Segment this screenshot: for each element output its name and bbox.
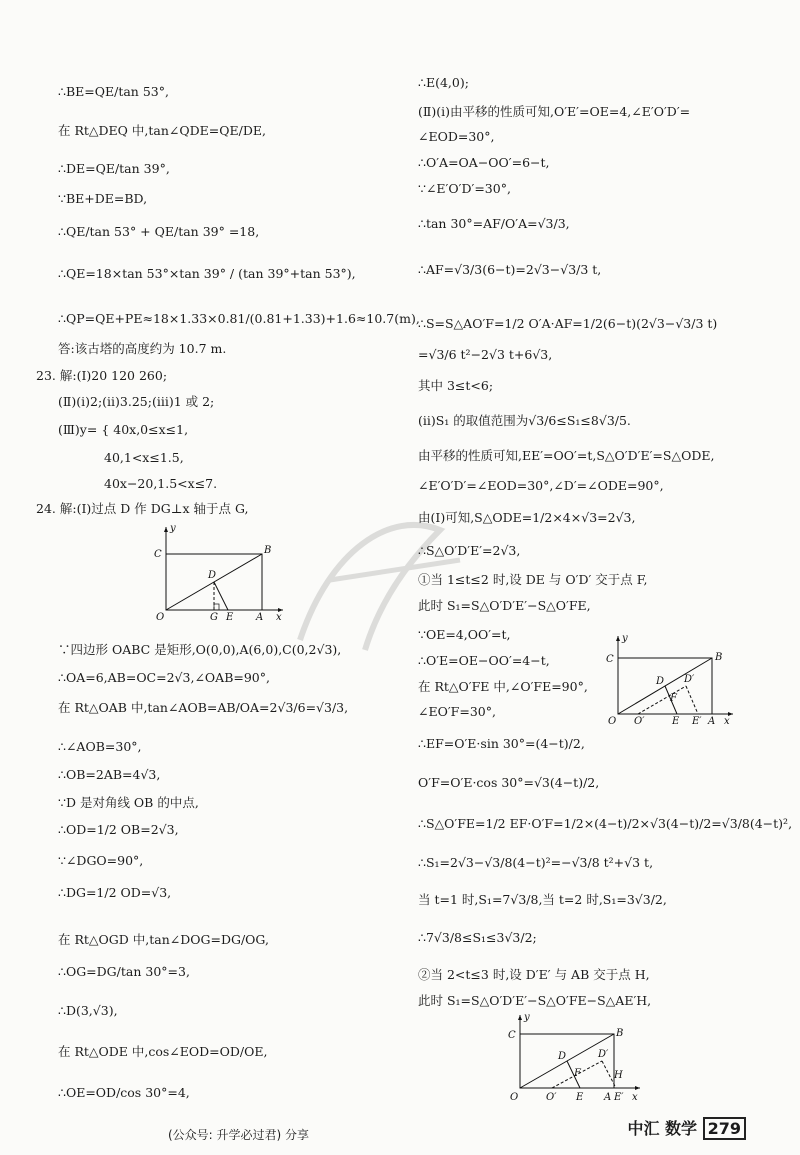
fig3-label-f: F xyxy=(574,1068,581,1079)
left-line: ∵四边形 OABC 是矩形,O(0,0),A(6,0),C(0,2√3), xyxy=(58,642,342,657)
left-line: ∴QE=18×tan 53°×tan 39° / (tan 39°+tan 53°), xyxy=(58,266,356,281)
figure-translation-case1 xyxy=(598,632,738,727)
right-line: ∵∠E′O′D′=30°, xyxy=(418,181,511,196)
fig3-label-a: A xyxy=(604,1092,612,1103)
fig3-label-c: C xyxy=(508,1030,516,1041)
left-line: 在 Rt△ODE 中,cos∠EOD=OD/OE, xyxy=(58,1044,268,1059)
left-line: 24. 解:(Ⅰ)过点 D 作 DG⊥x 轴于点 G, xyxy=(36,501,249,516)
watermark-logo xyxy=(270,490,490,660)
fig2-label-d-prime: D′ xyxy=(684,674,695,685)
fig1-label-e: E xyxy=(226,612,234,622)
fig2-label-d: D xyxy=(656,676,665,687)
left-line: ∵∠DGO=90°, xyxy=(58,853,144,868)
left-line: 在 Rt△OGD 中,tan∠DOG=DG/OG, xyxy=(58,932,269,947)
right-line: =√3/6 t²−2√3 t+6√3, xyxy=(418,347,553,362)
right-line: ∴7√3/8≤S₁≤3√3/2; xyxy=(418,930,537,945)
left-line: ∴QP=QE+PE≈18×1.33×0.81/(0.81+1.33)+1.6≈10.7(m), xyxy=(58,311,420,326)
left-line: ∵D 是对角线 OB 的中点, xyxy=(58,795,199,810)
right-line: ∠EO′F=30°, xyxy=(418,704,496,719)
fig1-label-g: G xyxy=(210,612,218,622)
right-line: 此时 S₁=S△O′D′E′−S△O′FE−S△AE′H, xyxy=(418,993,652,1008)
right-line: ∴O′E=OE−OO′=4−t, xyxy=(418,653,550,668)
right-line: ①当 1≤t≤2 时,设 DE 与 O′D′ 交于点 F, xyxy=(418,572,648,587)
fig2-label-f: F xyxy=(670,693,677,704)
left-line: ∴BE=QE/tan 53°, xyxy=(58,84,169,99)
right-line: 其中 3≤t<6; xyxy=(418,378,494,393)
fig2-label-e: E xyxy=(672,716,680,727)
left-line: ∴QE/tan 53° + QE/tan 39° =18, xyxy=(58,224,260,239)
left-line: ∴OB=2AB=4√3, xyxy=(58,767,161,782)
left-line: ∴OG=DG/tan 30°=3, xyxy=(58,964,190,979)
left-line: ∵BE+DE=BD, xyxy=(58,191,148,206)
right-line: (ⅱ)S₁ 的取值范围为√3/6≤S₁≤8√3/5. xyxy=(418,413,631,428)
fig3-label-o-prime: O′ xyxy=(546,1092,557,1103)
right-line: ∴EF=O′E·sin 30°=(4−t)/2, xyxy=(418,736,585,751)
right-line: ∴S△O′FE=1/2 EF·O′F=1/2×(4−t)/2×√3(4−t)/2=√3/8(4−t)², xyxy=(418,816,793,831)
left-line: ∴OA=6,AB=OC=2√3,∠OAB=90°, xyxy=(58,670,270,685)
fig2-label-x: x xyxy=(724,716,730,727)
fig3-label-h: H xyxy=(614,1070,623,1081)
left-line: ∴D(3,√3), xyxy=(58,1003,118,1018)
right-line: ∴O′A=OA−OO′=6−t, xyxy=(418,155,550,170)
fig1-label-a: A xyxy=(256,612,264,622)
right-line: ∵OE=4,OO′=t, xyxy=(418,627,511,642)
fig3-label-e-prime: E′ xyxy=(614,1092,624,1103)
right-line: ∴AF=√3/3(6−t)=2√3−√3/3 t, xyxy=(418,262,602,277)
right-line: ∠E′O′D′=∠EOD=30°,∠D′=∠ODE=90°, xyxy=(418,478,664,493)
right-line: 由平移的性质可知,EE′=OO′=t,S△O′D′E′=S△ODE, xyxy=(418,448,715,463)
fig3-label-d: D xyxy=(558,1051,567,1062)
left-line: ∴DE=QE/tan 39°, xyxy=(58,161,170,176)
right-line: ∴S₁=2√3−√3/8(4−t)²=−√3/8 t²+√3 t, xyxy=(418,855,654,870)
right-line: ∠EOD=30°, xyxy=(418,129,495,144)
fig1-label-c: C xyxy=(154,549,162,560)
fig2-label-a: A xyxy=(708,716,716,727)
fig1-label-b: B xyxy=(264,545,272,556)
fig1-label-x: x xyxy=(276,612,282,622)
left-line: ∴OE=OD/cos 30°=4, xyxy=(58,1085,190,1100)
fig3-label-x: x xyxy=(632,1092,638,1103)
fig2-label-e-prime: E′ xyxy=(692,716,702,727)
left-line: (Ⅲ)y= { 40x,0≤x≤1, xyxy=(58,422,189,437)
right-line: O′F=O′E·cos 30°=√3(4−t)/2, xyxy=(418,775,600,790)
left-line: 40,1<x≤1.5, xyxy=(104,450,184,465)
fig3-label-e: E xyxy=(576,1092,584,1103)
fig1-label-o: O xyxy=(156,612,165,622)
left-line: 在 Rt△DEQ 中,tan∠QDE=QE/DE, xyxy=(58,123,266,138)
right-line: 此时 S₁=S△O′D′E′−S△O′FE, xyxy=(418,598,591,613)
fig1-label-y: y xyxy=(170,523,176,534)
fig1-label-d: D xyxy=(208,570,217,581)
fig3-label-y: y xyxy=(524,1012,530,1023)
left-line: 23. 解:(Ⅰ)20 120 260; xyxy=(36,368,168,383)
fig3-label-b: B xyxy=(616,1028,624,1039)
right-line: 由(Ⅰ)可知,S△ODE=1/2×4×√3=2√3, xyxy=(418,510,636,525)
fig2-label-b: B xyxy=(715,652,723,663)
footer-brand-page xyxy=(627,1116,746,1139)
left-line: ∴DG=1/2 OD=√3, xyxy=(58,885,172,900)
figure-translation-case2 xyxy=(500,1012,645,1107)
right-line: ②当 2<t≤3 时,设 D′E′ 与 AB 交于点 H, xyxy=(418,967,650,982)
left-line: 答:该古塔的高度约为 10.7 m. xyxy=(58,341,227,356)
fig2-label-y: y xyxy=(622,633,628,644)
right-line: 当 t=1 时,S₁=7√3/8,当 t=2 时,S₁=3√3/2, xyxy=(418,892,667,907)
right-line: ∴E(4,0); xyxy=(418,75,469,90)
fig3-label-o: O xyxy=(510,1092,519,1103)
fig3-label-d-prime: D′ xyxy=(598,1049,609,1060)
figure-rectangle-oabc xyxy=(148,522,288,622)
right-line: ∴S△O′D′E′=2√3, xyxy=(418,543,521,558)
right-line: 在 Rt△O′FE 中,∠O′FE=90°, xyxy=(418,679,588,694)
left-line: 在 Rt△OAB 中,tan∠AOB=AB/OA=2√3/6=√3/3, xyxy=(58,700,349,715)
footer-brand: 中汇 数学 xyxy=(627,1119,698,1138)
fig2-label-c: C xyxy=(606,654,614,665)
left-line: (Ⅱ)(ⅰ)2;(ⅱ)3.25;(ⅲ)1 或 2; xyxy=(58,394,215,409)
right-line: ∴tan 30°=AF/O′A=√3/3, xyxy=(418,216,570,231)
left-line: 40x−20,1.5<x≤7. xyxy=(104,476,218,491)
fig2-label-o: O xyxy=(608,716,617,727)
right-line: (Ⅱ)(ⅰ)由平移的性质可知,O′E′=OE=4,∠E′O′D′= xyxy=(418,104,691,119)
left-line: ∴OD=1/2 OB=2√3, xyxy=(58,822,179,837)
fig2-label-o-prime: O′ xyxy=(634,716,645,727)
right-line: ∴S=S△AO′F=1/2 O′A·AF=1/2(6−t)(2√3−√3/3 t) xyxy=(418,316,718,331)
left-line: ∴∠AOB=30°, xyxy=(58,739,142,754)
footer-share-note: (公众号: 升学必过君) 分享 xyxy=(168,1128,310,1142)
page-number: 279 xyxy=(703,1117,746,1140)
